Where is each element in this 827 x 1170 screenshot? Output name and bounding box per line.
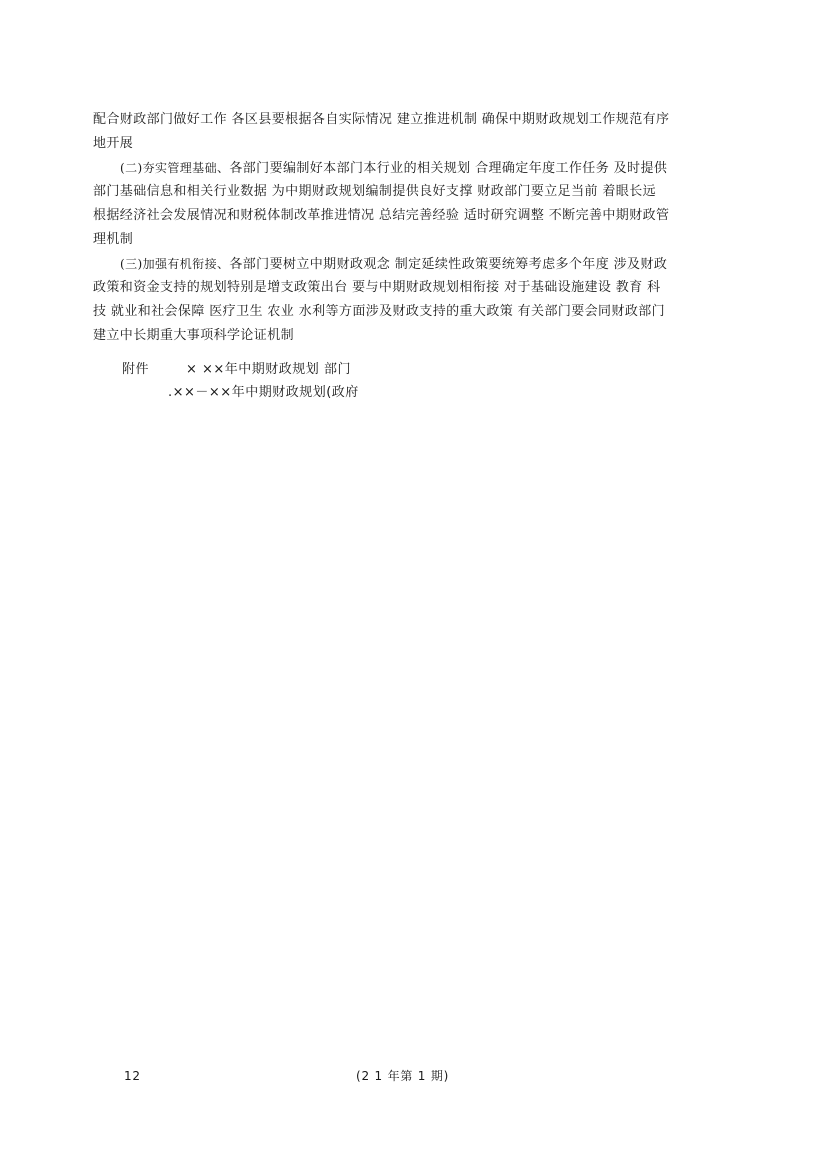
paragraph-3-line-1-text: 各部门要树立中期财政观念 制定延续性政策要统筹考虑多个年度 涉及财政 — [229, 257, 668, 272]
paragraph-2-line-1-text: 各部门要编制好本部门本行业的相关规划 合理确定年度工作任务 及时提供 — [229, 161, 668, 176]
attachment-item-2: .××－××年中期财政规划(政府 — [168, 385, 359, 400]
paragraph-3-line-3: 技 就业和社会保障 医疗卫生 农业 水利等方面涉及财政支持的重大政策 有关部门要会同财政部门 — [93, 304, 666, 319]
paragraph-3-line-1 — [120, 254, 740, 275]
section-heading-2: (二)夯实管理基础、 — [120, 161, 230, 175]
paragraph-2-line-2: 部门基础信息和相关行业数据 为中期财政规划编制提供良好支撑 财政部门要立足当前 着眼长远 — [93, 184, 656, 199]
attachment-item-1: × ××年中期财政规划 部门 — [186, 362, 351, 377]
attachments-label: 附件 — [122, 362, 150, 377]
page-number: 12 — [124, 1069, 141, 1083]
paragraph-1-line-1: 配合财政部门做好工作 各区县要根据各自实际情况 建立推进机制 确保中期财政规划工作规范有序 — [93, 112, 670, 127]
paragraph-2-line-4: 理机制 — [93, 232, 134, 247]
paragraph-3-line-2: 政策和资金支持的规划特别是增支政策出台 要与中期财政规划相衔接 对于基础设施建设 教育 科 — [93, 280, 661, 295]
paragraph-2-line-3: 根据经济社会发展情况和财税体制改革推进情况 总结完善经验 适时研究调整 不断完善中期财政管 — [93, 208, 670, 223]
issue-info: (2 1 年第 1 期) — [356, 1069, 450, 1083]
paragraph-1-line-2: 地开展 — [93, 136, 134, 151]
paragraph-3-line-4: 建立中长期重大事项科学论证机制 — [93, 328, 295, 343]
section-heading-3: (三)加强有机衔接、 — [120, 257, 230, 271]
paragraph-2-line-1 — [120, 158, 740, 179]
